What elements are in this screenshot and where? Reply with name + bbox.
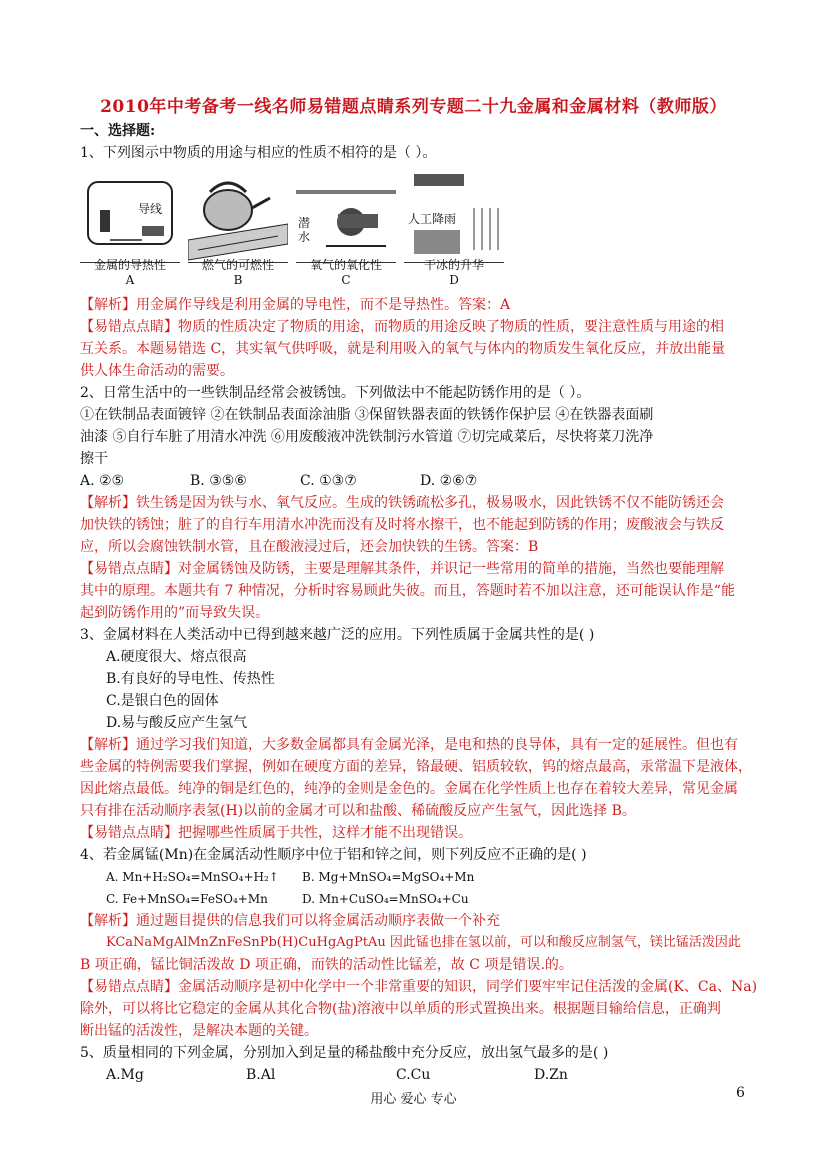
q4-stem: 4、若金属锰(Mn)在金属活动性顺序中位于铝和锌之间，则下列反应不正确的是( ) [80,847,587,863]
q4-option-b: B. Mg+MnSO₄=MgSO₄+Mn [302,870,475,884]
q3-analysis-line-1: 【解析】通过学习我们知道，大多数金属都具有金属光泽，是电和热的良导体，具有一定的延展性。但也有 [80,737,738,753]
q4-analysis-line-1: 【解析】通过题目提供的信息我们可以将金属活动顺序表做一个补充 [80,913,500,929]
circuit-illustration [80,170,180,262]
q4-options-row-2 [106,888,786,910]
q5-stem: 5、质量相同的下列金属，分别加入到足量的稀盐酸中充分反应，放出氢气最多的是( ) [80,1045,609,1061]
page-title: 2010年中考备考一线名师易错题点睛系列专题二十九金属和金属材料（教师版） [100,97,727,117]
q4-analysis-line-2: KCaNaMgAlMnZnFeSnPb(H)CuHgAgPtAu 因此锰也排在氢以前，可以和酸反应制氢气，镁比锰活泼因此 [106,935,741,950]
q1-tip-line-3: 供人体生命活动的需要。 [80,363,234,379]
q4-option-c: C. Fe+MnSO₄=FeSO₄+Mn [106,892,268,906]
q3-tip: 【易错点点睛】把握哪些性质属于共性，这样才能不出现错误。 [80,825,472,841]
q4-option-a: A. Mn+H₂SO₄=MnSO₄+H₂↑ [106,870,279,884]
q2-options [80,470,760,492]
q3-analysis-line-2: 些金属的特例需要我们掌握，例如在硬度方面的差异，铬最硬、铝质较软，钨的熔点最高，汞常温下是液体， [80,759,752,775]
q3-option-c: C.是银白色的固体 [106,693,219,709]
q3-option-b: B.有良好的导电性、传热性 [106,671,275,687]
q5-option-b: B.Al [246,1067,276,1083]
q2-option-c: C. ①③⑦ [300,473,357,489]
q5-option-a: A.Mg [106,1067,144,1083]
q4-tip-line-2: 除外，可以将比它稳定的金属从其化合物(盐)溶液中以单质的形式置换出来。根据题目输给信息，正确判 [80,1001,721,1017]
q4-tip-line-3: 断出锰的活泼性，是解决本题的关键。 [80,1023,318,1039]
q4-tip-line-1: 【易错点点睛】金属活动顺序是初中化学中一个非常重要的知识，同学们要牢牢记住活泼的金属(K、Ca、Na) [80,979,758,995]
caption-d: 干冰的升华 D [423,258,484,287]
figure-panel-b [188,170,288,263]
q4-option-d: D. Mn+CuSO₄=MnSO₄+Cu [302,892,469,906]
kettle-illustration [188,170,288,262]
caption-a: 金属的导热性 A [93,258,166,287]
figure-panel-c [296,170,396,263]
q1-tip-line-1: 【易错点点睛】物质的性质决定了物质的用途，而物质的用途反映了物质的性质，要注意性质与用途的相 [80,319,724,335]
q3-analysis-line-3: 因此熔点最低。纯净的铜是红色的，纯净的金则是金色的。金属在化学性质上也存在着较大差异，常见金属 [80,781,738,797]
q2-option-a: A. ②⑤ [80,473,125,489]
q2-analysis-line-2: 加快铁的锈蚀；脏了的自行车用清水冲洗而没有及时将水擦干，也不能起到防锈的作用；废酸液会与铁反 [80,517,724,533]
q2-analysis-line-1: 【解析】铁生锈是因为铁与水、氧气反应。生成的铁锈疏松多孔，极易吸水，因此铁锈不仅不能防锈还会 [80,495,724,511]
q5-option-c: C.Cu [396,1067,431,1083]
q3-option-a: A.硬度很大、熔点很高 [106,649,247,665]
page-footer: 用心 爱心 专心 [370,1092,457,1107]
dive-label: 潜水 [298,216,311,244]
q2-tip-line-3: 起到防锈作用的”而导致失误。 [80,605,270,621]
q1-stem: 1、下列图示中物质的用途与相应的性质不相符的是（ ）。 [80,145,437,161]
q1-figure [80,170,510,290]
q2-option-b: B. ③⑤⑥ [190,473,247,489]
wire-label: 导线 [138,202,163,216]
q2-tip-line-2: 其中的原理。本题共有 7 种情况，分析时容易顾此失彼。而且，答题时若不加以注意，还可能误认作是“能 [80,583,735,599]
q1-tip-line-2: 互关系。本题易错选 C，其实氧气供呼吸，就是利用吸入的氧气与体内的物质发生氧化反应，并放出能量 [80,341,726,357]
q2-stem: 2、日常生活中的一些铁制品经常会被锈蚀。下列做法中不能起防锈作用的是（ ）。 [80,385,591,401]
figure-panel-a [80,170,180,263]
section-heading: 一、选择题: [80,123,156,139]
q4-analysis-line-3: B 项正确，锰比铜活泼故 D 项正确，而铁的活动性比锰差，故 C 项是错误.的。 [80,957,573,973]
q5-option-d: D.Zn [534,1067,568,1083]
q2-tip-line-1: 【易错点点睛】对金属锈蚀及防锈，主要是理解其条件，并识记一些常用的简单的措施，当然也要能理解 [80,561,724,577]
caption-b: 燃气的可燃性 B [201,258,274,287]
rain-label: 人工降雨 [408,212,457,226]
q2-items-line-1: ①在铁制品表面镀锌 ②在铁制品表面涂油脂 ③保留铁器表面的铁锈作保护层 ④在铁器表面刷 [80,407,654,423]
q2-items-line-2: 油漆 ⑤自行车脏了用清水冲洗 ⑥用废酸液冲洗铁制污水管道 ⑦切完咸菜后，尽快将菜刀洗净 [80,429,654,445]
q5-options [106,1064,786,1086]
q2-option-d: D. ②⑥⑦ [420,473,478,489]
q4-options-row-1 [106,866,786,888]
caption-c: 氧气的氧化性 C [309,258,382,287]
q3-analysis-line-4: 只有排在活动顺序表氢(H)以前的金属才可以和盐酸、稀硫酸反应产生氢气，因此选择 B。 [80,803,636,819]
q2-items-line-3: 擦干 [80,451,108,467]
page-number: 6 [736,1085,745,1101]
q3-stem: 3、金属材料在人类活动中已得到越来越广泛的应用。下列性质属于金属共性的是( ) [80,627,595,643]
q1-analysis: 【解析】用金属作导线是利用金属的导电性，而不是导热性。答案：A [80,297,511,313]
q3-option-d: D.易与酸反应产生氢气 [106,715,248,731]
figure-panel-d [404,170,504,263]
q2-analysis-line-3: 应，所以会腐蚀铁制水管，且在酸液浸过后，还会加快铁的生锈。答案：B [80,539,539,555]
